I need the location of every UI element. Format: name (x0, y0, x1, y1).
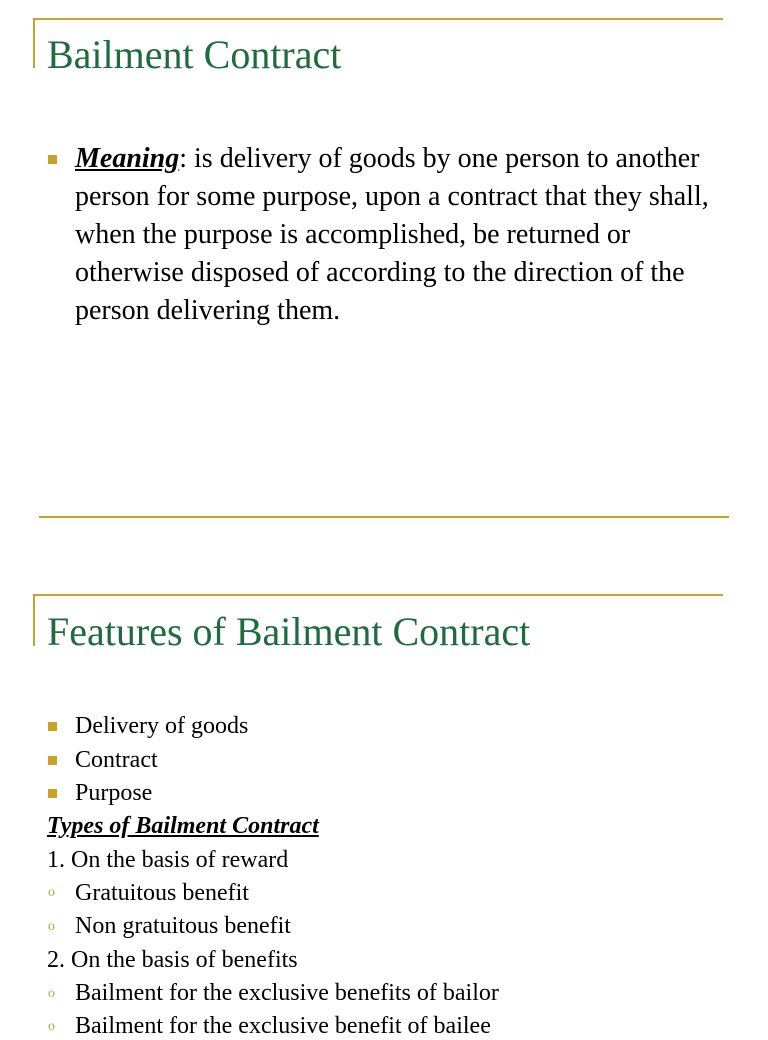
reward-item: Non gratuitous benefit (75, 913, 291, 939)
bullet-square-icon (48, 155, 57, 164)
slide1-top-border (33, 18, 723, 20)
slide2-left-border (33, 594, 35, 646)
circle-bullet-icon: o (48, 919, 55, 934)
reward-heading: 1. On the basis of reward (47, 847, 289, 873)
slide2-top-border (33, 594, 723, 596)
meaning-paragraph (75, 140, 735, 330)
feature-item: Purpose (75, 780, 153, 806)
benefits-heading: 2. On the basis of benefits (47, 947, 298, 973)
bullet-square-icon (48, 722, 57, 731)
feature-item: Contract (75, 747, 158, 773)
benefits-item: Bailment for the exclusive benefit of bailee (75, 1013, 491, 1039)
reward-item: Gratuitous benefit (75, 880, 249, 906)
bullet-square-icon (48, 756, 57, 765)
circle-bullet-icon: o (48, 986, 55, 1001)
feature-item: Delivery of goods (75, 713, 249, 739)
slide-divider (39, 516, 729, 518)
meaning-definition: : is delivery of goods by one person to another person for some purpose, upon a contract that they shall, when the purpose is accomplished, be returned or otherwise disposed of according to the direction of the person delivering them. (75, 143, 709, 326)
slide1-left-border (33, 18, 35, 68)
types-heading: Types of Bailment Contract (47, 813, 319, 839)
meaning-term: Meaning (75, 143, 180, 174)
benefits-item: Bailment for the exclusive benefits of bailor (75, 980, 499, 1006)
slide2-title: Features of Bailment Contract (47, 609, 531, 654)
circle-bullet-icon: o (48, 1019, 55, 1034)
slide1-title: Bailment Contract (47, 32, 342, 77)
circle-bullet-icon: o (48, 885, 55, 900)
bullet-square-icon (48, 789, 57, 798)
